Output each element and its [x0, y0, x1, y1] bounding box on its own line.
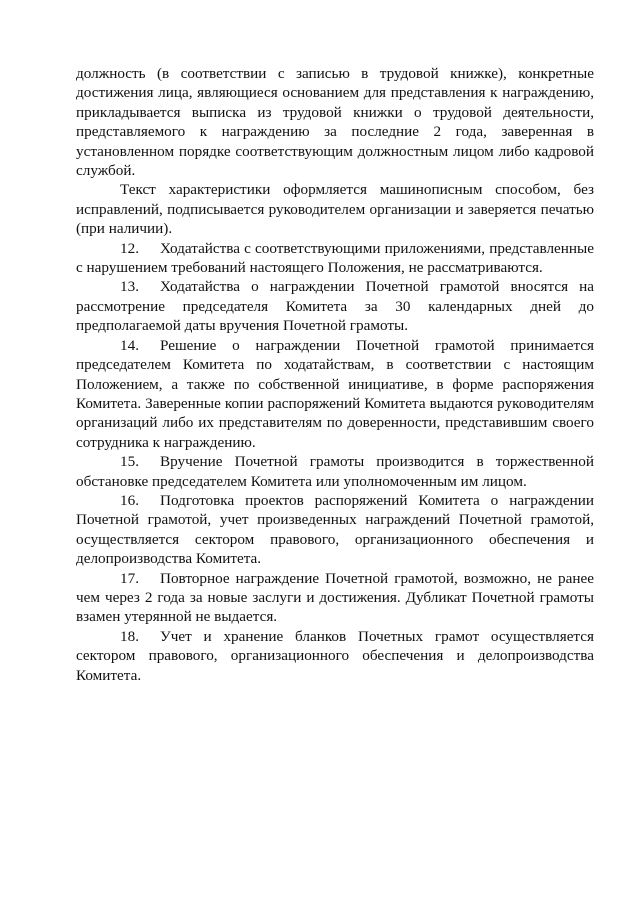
paragraph-text: Ходатайства с соответствующими приложениями, представленные с нарушением требований настоящего Положения, не рассматриваются.: [76, 239, 594, 277]
paragraph-number: 18.: [120, 627, 139, 645]
paragraph-characteristics-text: [76, 180, 594, 238]
paragraph-text: Повторное награждение Почетной грамотой, возможно, не ранее чем через 2 года за новые заслуги и достижения. Дубликат Почетной грамоты взамен утерянной не выдается.: [76, 569, 594, 626]
paragraph-number: 16.: [120, 491, 139, 509]
paragraph-15: [76, 452, 594, 491]
paragraph-number: 13.: [120, 278, 139, 296]
paragraph-14: [76, 336, 594, 452]
paragraph-continuation: [76, 64, 594, 180]
paragraph-17: [76, 569, 594, 627]
paragraph-text: Решение о награждении Почетной грамотой принимается председателем Комитета по ходатайствам, в соответствии с настоящим Положением, а также по собственной инициативе, в форме распоряжения Комитета. Заверенные копии распоряжений Комитета выдаются руководителям организаций либо их представителям по доверенности, представившим своего сотрудника к награждению.: [76, 336, 594, 451]
paragraph-text: должность (в соответствии с записью в трудовой книжке), конкретные достижения лица, являющиеся основанием для представления к награждению, прикладывается выписка из трудовой книжки о трудовой деятельности, представляемого к награждению за последние 2 года, заверенная в установленном порядке соответствующим должностным лицом либо кадровой службой.: [76, 65, 594, 180]
paragraph-text: Подготовка проектов распоряжений Комитета о награждении Почетной грамотой, учет произведенных награждений Почетной грамотой, осуществляется сектором правового, организационного обеспечения и делопроизводства Комитета.: [76, 491, 594, 568]
paragraph-text: Ходатайства о награждении Почетной грамотой вносятся на рассмотрение председателя Комитета за 30 календарных дней до предполагаемой даты вручения Почетной грамоты.: [76, 278, 594, 335]
document-page: [76, 64, 594, 685]
paragraph-number: 15.: [120, 453, 139, 471]
paragraph-16: [76, 491, 594, 569]
paragraph-text: Вручение Почетной грамоты производится в торжественной обстановке председателем Комитета или уполномоченным им лицом.: [76, 453, 594, 490]
paragraph-18: [76, 627, 594, 685]
paragraph-text: Текст характеристики оформляется машинописным способом, без исправлений, подписывается руководителем организации и заверяется печатью (при наличии).: [76, 181, 594, 238]
paragraph-number: 12.: [120, 239, 139, 257]
paragraph-13: [76, 277, 594, 335]
paragraph-number: 14.: [120, 336, 139, 354]
paragraph-12: [76, 239, 594, 278]
paragraph-number: 17.: [120, 569, 139, 587]
paragraph-text: Учет и хранение бланков Почетных грамот осуществляется сектором правового, организационного обеспечения и делопроизводства Комитета.: [76, 627, 594, 684]
